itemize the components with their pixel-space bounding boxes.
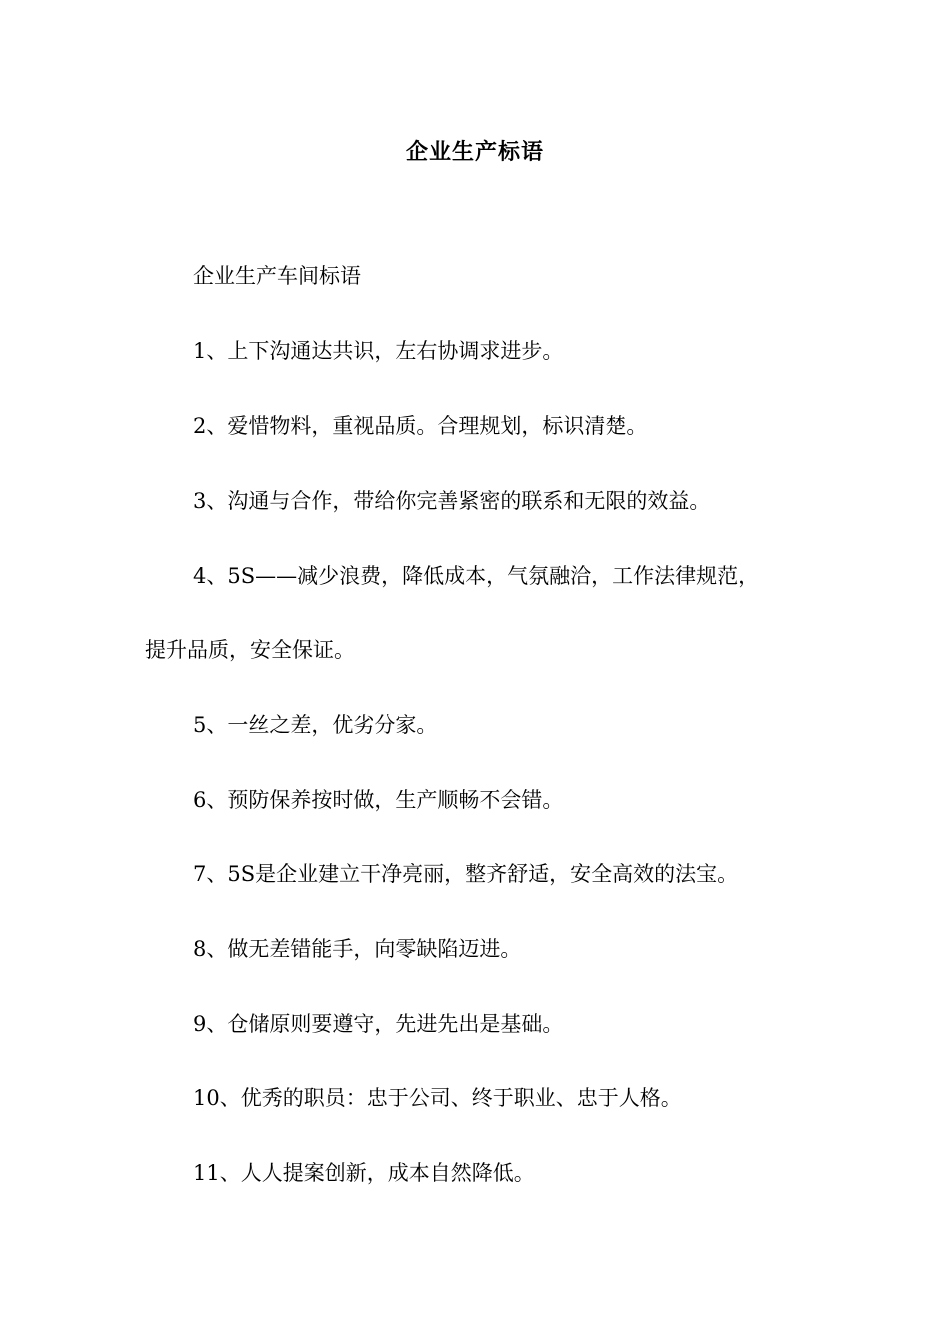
slogan-line-7: 7、5S是企业建立干净亮丽，整齐舒适，安全高效的法宝。 xyxy=(193,862,739,886)
slogan-line-5: 5、一丝之差，优劣分家。 xyxy=(193,713,438,737)
slogan-line-8: 8、做无差错能手，向零缺陷迈进。 xyxy=(193,937,522,961)
slogan-line-11: 11、人人提案创新，成本自然降低。 xyxy=(193,1161,535,1185)
slogan-line-2: 2、爱惜物料，重视品质。合理规划，标识清楚。 xyxy=(193,414,648,438)
slogan-line-10: 10、优秀的职员：忠于公司、终于职业、忠于人格。 xyxy=(193,1086,682,1110)
slogan-line-1: 1、上下沟通达共识，左右协调求进步。 xyxy=(193,339,564,363)
section-heading: 企业生产车间标语 xyxy=(193,264,361,288)
slogan-line-3: 3、沟通与合作，带给你完善紧密的联系和无限的效益。 xyxy=(193,489,711,513)
slogan-line-4: 4、5S——减少浪费，降低成本，气氛融洽，工作法律规范， xyxy=(193,564,760,588)
slogan-line-4-continued: 提升品质，安全保证。 xyxy=(145,638,355,662)
slogan-line-9: 9、仓储原则要遵守，先进先出是基础。 xyxy=(193,1012,564,1036)
slogan-line-6: 6、预防保养按时做，生产顺畅不会错。 xyxy=(193,788,564,812)
document-title: 企业生产标语 xyxy=(405,139,544,165)
